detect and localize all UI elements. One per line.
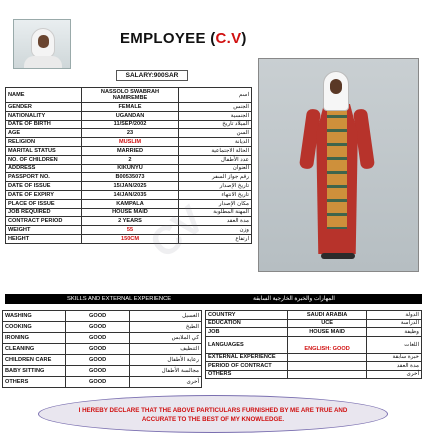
exp-value: SAUDI ARABIA — [287, 311, 367, 320]
skill-arabic: كي الملابس — [130, 333, 202, 344]
table-row — [3, 333, 202, 344]
row-arabic: رقم جواز السفر — [178, 173, 251, 182]
personal-info-table — [5, 87, 252, 244]
table-row — [6, 173, 252, 182]
row-arabic: الديانة — [178, 138, 251, 147]
exp-value: UCE — [287, 319, 367, 328]
exp-arabic: الدولة — [367, 311, 422, 320]
table-row — [6, 155, 252, 164]
exp-arabic: اللغات — [367, 336, 422, 353]
table-row — [6, 217, 252, 226]
row-label: DATE OF BIRTH — [6, 120, 82, 129]
row-arabic: السن — [178, 129, 251, 138]
skill-value: GOOD — [65, 377, 129, 388]
table-row — [206, 319, 422, 328]
row-value: 150CM — [82, 234, 178, 243]
row-arabic: الميلاد تاريخ — [178, 120, 251, 129]
table-row — [3, 355, 202, 366]
skill-value: GOOD — [65, 322, 129, 333]
row-label: PLACE OF ISSUE — [6, 199, 82, 208]
table-row — [6, 164, 252, 173]
declaration-line-2: ACCURATE TO THE BEST OF MY KNOWLEDGE. — [141, 416, 285, 423]
row-label: GENDER — [6, 103, 82, 112]
row-label: PASSPORT NO. — [6, 173, 82, 182]
exp-arabic: وظيفة — [367, 328, 422, 337]
table-row — [206, 311, 422, 320]
table-row — [3, 322, 202, 333]
table-row — [6, 120, 252, 129]
row-value: 2 — [82, 155, 178, 164]
row-arabic: مدة العقد — [178, 217, 251, 226]
row-label: WEIGHT — [6, 226, 82, 235]
row-arabic: ارتفاع — [178, 234, 251, 243]
row-value: MUSLIM — [82, 138, 178, 147]
skill-value: GOOD — [65, 333, 129, 344]
table-row — [6, 138, 252, 147]
table-row — [6, 88, 252, 103]
table-row — [206, 362, 422, 371]
row-label: JOB REQUIRED — [6, 208, 82, 217]
row-value: MARRIED — [82, 146, 178, 155]
row-value: 14/JAN/2035 — [82, 190, 178, 199]
row-label: NAME — [6, 88, 82, 103]
row-arabic: عدد الأطفال — [178, 155, 251, 164]
skill-label: CLEANING — [3, 344, 66, 355]
row-label: ADDRESS — [6, 164, 82, 173]
table-row — [206, 370, 422, 379]
experience-table — [205, 310, 422, 379]
skill-value: GOOD — [65, 311, 129, 322]
table-row — [206, 353, 422, 362]
skill-value: GOOD — [65, 344, 129, 355]
exp-value — [287, 370, 367, 379]
row-arabic: وزن — [178, 226, 251, 235]
skills-header-ar: المهارات والخبرة الخارجية السابقة — [253, 296, 335, 302]
profile-photo-small — [13, 19, 71, 69]
exp-label: OTHERS — [206, 370, 288, 379]
skill-arabic: مجالسة الأطفال — [130, 366, 202, 377]
row-arabic: مكان الإصدار — [178, 199, 251, 208]
row-label: HEIGHT — [6, 234, 82, 243]
row-label: CONTRACT PERIOD — [6, 217, 82, 226]
skills-section-header — [5, 294, 422, 304]
row-arabic: الجنس — [178, 103, 251, 112]
row-label: RELIGION — [6, 138, 82, 147]
table-row — [6, 190, 252, 199]
row-label: DATE OF ISSUE — [6, 182, 82, 191]
exp-label: COUNTRY — [206, 311, 288, 320]
table-row — [3, 311, 202, 322]
table-row — [6, 226, 252, 235]
skill-label: COOKING — [3, 322, 66, 333]
skill-label: OTHERS — [3, 377, 66, 388]
row-arabic: تاريخ الانتهاء — [178, 190, 251, 199]
table-row — [6, 182, 252, 191]
row-value: NASSOLO SWABRAH NAMIREMBE — [82, 88, 178, 103]
table-row — [6, 129, 252, 138]
skill-label: CHILDREN CARE — [3, 355, 66, 366]
profile-photo-full — [258, 58, 419, 272]
table-row — [6, 111, 252, 120]
row-value: 2 YEARS — [82, 217, 178, 226]
table-row — [206, 336, 422, 353]
row-label: AGE — [6, 129, 82, 138]
exp-value: ENGLISH: GOOD — [287, 336, 367, 353]
row-arabic: العنوان — [178, 164, 251, 173]
exp-label: LANGUAGES — [206, 336, 288, 353]
row-value: KIKUNYU — [82, 164, 178, 173]
table-row — [206, 328, 422, 337]
table-row — [6, 146, 252, 155]
row-value: B00535073 — [82, 173, 178, 182]
skill-value: GOOD — [65, 355, 129, 366]
row-value: HOUSE MAID — [82, 208, 178, 217]
row-value: 11/SEP/2002 — [82, 120, 178, 129]
row-value: 23 — [82, 129, 178, 138]
table-row — [6, 234, 252, 243]
declaration-box — [38, 395, 388, 433]
exp-label: EDUCATION — [206, 319, 288, 328]
row-arabic: تاريخ الإصدار — [178, 182, 251, 191]
skill-label: IRONING — [3, 333, 66, 344]
row-value: 55 — [82, 226, 178, 235]
salary-box: SALARY:900SAR — [116, 70, 188, 81]
skill-arabic: أخرى — [130, 377, 202, 388]
exp-arabic: الدراسة — [367, 319, 422, 328]
exp-label: JOB — [206, 328, 288, 337]
row-value: KAMPALA — [82, 199, 178, 208]
skill-value: GOOD — [65, 366, 129, 377]
skills-table — [2, 310, 202, 388]
skill-arabic: التنظيف — [130, 344, 202, 355]
exp-value — [287, 362, 367, 371]
exp-label: EXTERNAL EXPERIENCE — [206, 353, 288, 362]
row-arabic: اسم — [178, 88, 251, 103]
exp-arabic: أخرى — [367, 370, 422, 379]
skill-label: BABY SITTING — [3, 366, 66, 377]
row-label: NATIONALITY — [6, 111, 82, 120]
skill-arabic: الغسيل — [130, 311, 202, 322]
table-row — [6, 103, 252, 112]
exp-arabic: خبرة سابقة — [367, 353, 422, 362]
row-value: 15/JAN/2025 — [82, 182, 178, 191]
table-row — [6, 208, 252, 217]
table-row — [3, 344, 202, 355]
row-arabic: المهنة المطلوبة — [178, 208, 251, 217]
skill-arabic: الطبخ — [130, 322, 202, 333]
exp-arabic: مدة العقد — [367, 362, 422, 371]
exp-label: PERIOD OF CONTRACT — [206, 362, 288, 371]
skill-label: WASHING — [3, 311, 66, 322]
row-label: DATE OF EXPIRY — [6, 190, 82, 199]
row-arabic: الجنسية — [178, 111, 251, 120]
row-label: NO. OF CHILDREN — [6, 155, 82, 164]
row-value: FEMALE — [82, 103, 178, 112]
skills-header-en: SKILLS AND EXTERNAL EXPERIENCE — [67, 296, 172, 302]
exp-value: HOUSE MAID — [287, 328, 367, 337]
exp-value — [287, 353, 367, 362]
table-row — [3, 377, 202, 388]
table-row — [6, 199, 252, 208]
row-arabic: الحالة الاجتماعية — [178, 146, 251, 155]
watermark: CV — [142, 197, 213, 267]
row-value: UGANDAN — [82, 111, 178, 120]
row-label: MARITAL STATUS — [6, 146, 82, 155]
skill-arabic: رعاية الأطفال — [130, 355, 202, 366]
declaration-line-1: I HEREBY DECLARE THAT THE ABOVE PARTICULARS FURNISHED BY ME ARE TRUE AND — [78, 407, 348, 414]
page-title: EMPLOYEE (C.V) — [120, 30, 247, 47]
table-row — [3, 366, 202, 377]
